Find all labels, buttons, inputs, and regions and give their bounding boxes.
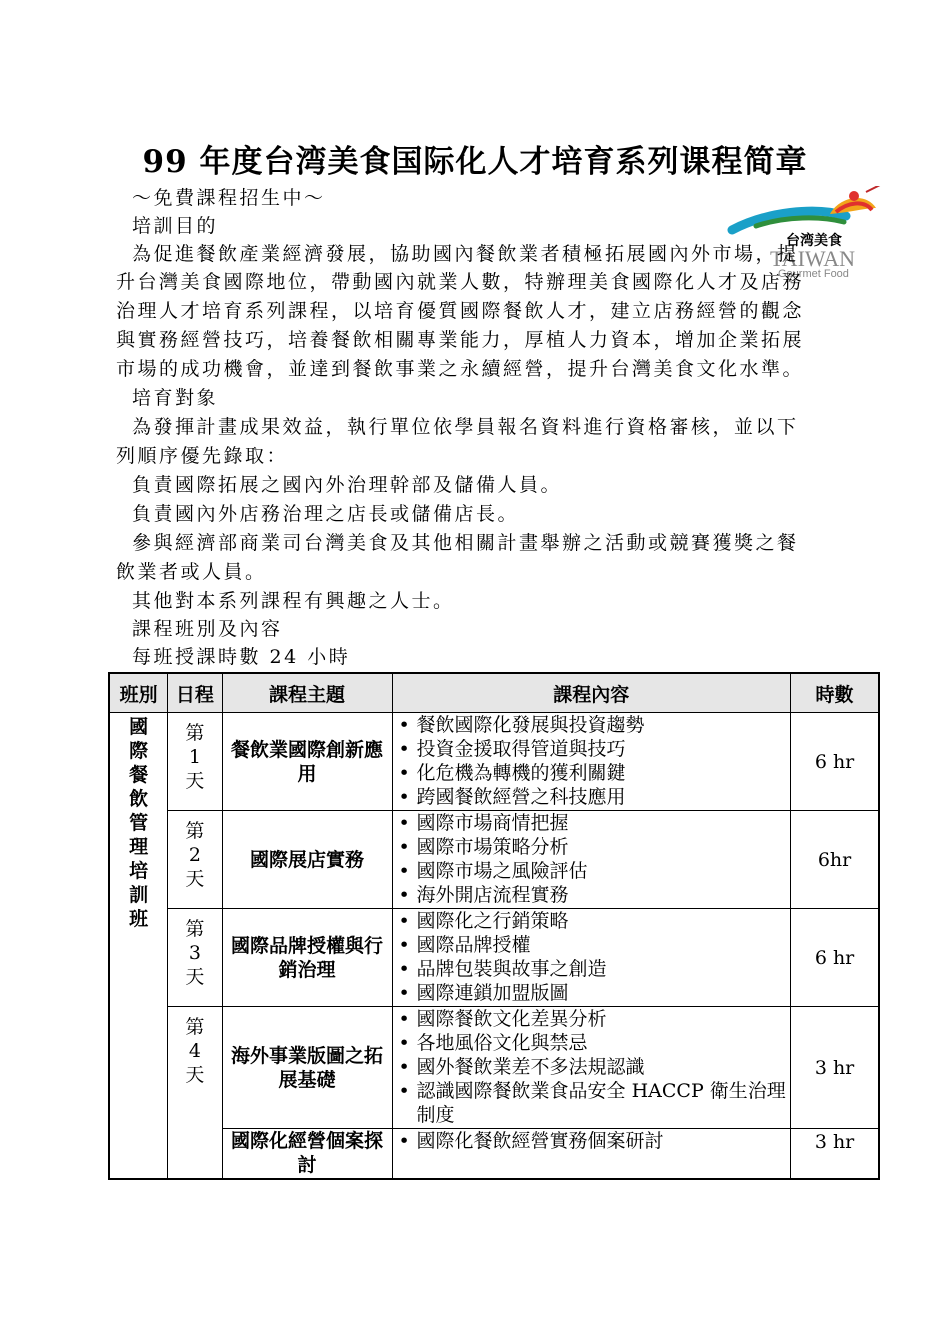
hours-cell: 3 hr <box>791 1129 879 1179</box>
day-cell <box>168 713 222 811</box>
page-title: 99 年度台湾美食国际化人才培育系列课程简章 <box>142 144 808 180</box>
content-item: • 國際連鎖加盟版圖 <box>399 981 791 1005</box>
content-item: • 餐飲國際化發展與投資趨勢 <box>399 713 791 737</box>
content-item: • 化危機為轉機的獲利關鍵 <box>399 761 791 785</box>
topic-cell: 國際品牌授權與行銷治理 <box>222 909 392 1007</box>
content-item: • 國際化餐飲經營實務個案研討 <box>399 1129 791 1153</box>
class-char: 培 <box>129 860 149 882</box>
list-item: 負責國際拓展之國內外治理幹部及儲備人員。 <box>132 474 563 496</box>
content-item: • 國際化之行銷策略 <box>399 909 791 933</box>
logo-text-sub: Gourmet Food <box>778 268 849 280</box>
class-char: 班 <box>129 908 149 930</box>
content-item: • 國際市場策略分析 <box>399 835 791 859</box>
topic-cell: 國際展店實務 <box>222 811 392 909</box>
list-item-continued: 飲業者或人員。 <box>116 561 267 583</box>
paragraph-line: 升台灣美食國際地位，帶動國內就業人數，特辦理美食國際化人才及店務 <box>116 271 805 293</box>
hours-note: 每班授課時數 24 小時 <box>132 646 351 668</box>
course-table <box>108 672 880 1180</box>
section-heading-courses: 課程班別及內容 <box>132 618 283 640</box>
content-item: • 品牌包裝與故事之創造 <box>399 957 791 981</box>
hours-cell: 6hr <box>791 811 879 909</box>
day-char: 第 <box>185 1016 205 1038</box>
content-cell <box>392 811 791 909</box>
section-heading-purpose: 培訓目的 <box>132 215 219 237</box>
table-row <box>109 1129 879 1179</box>
class-name-cell <box>109 713 168 1179</box>
day-char: 第 <box>185 820 205 842</box>
day-number: 1 <box>188 746 201 768</box>
header-class: 班別 <box>109 673 168 713</box>
header-content: 課程內容 <box>392 673 791 713</box>
content-item: • 各地風俗文化與禁忌 <box>399 1031 791 1055</box>
day-char: 第 <box>185 918 205 940</box>
table-header-row <box>109 673 879 713</box>
paragraph-line: 市場的成功機會，並達到餐飲事業之永續經營，提升台灣美食文化水準。 <box>116 358 805 380</box>
content-item: • 跨國餐飲經營之科技應用 <box>399 785 791 809</box>
content-item: • 投資金援取得管道與技巧 <box>399 737 791 761</box>
list-item: 參與經濟部商業司台灣美食及其他相關計畫舉辦之活動或競賽獲獎之餐 <box>132 532 799 554</box>
table-row <box>109 713 879 811</box>
content-cell <box>392 1129 791 1179</box>
hours-cell: 6 hr <box>791 909 879 1007</box>
day-char: 天 <box>185 868 205 890</box>
content-item: • 國際市場之風險評估 <box>399 859 791 883</box>
logo-text-en: TAIWAN <box>770 246 855 271</box>
day-cell <box>168 811 222 909</box>
class-char: 際 <box>129 740 149 762</box>
day-char: 第 <box>185 722 205 744</box>
header-schedule: 日程 <box>168 673 222 713</box>
day-char: 天 <box>185 770 205 792</box>
paragraph-line: 與實務經營技巧，培養餐飲相關專業能力，厚植人力資本，增加企業拓展 <box>116 329 805 351</box>
content-cell <box>392 713 791 811</box>
paragraph-line: 為發揮計畫成果效益，執行單位依學員報名資料進行資格審核，並以下 <box>132 416 799 438</box>
day-number: 2 <box>188 844 201 866</box>
day-number: 4 <box>188 1040 201 1062</box>
day-cell <box>168 909 222 1007</box>
table-row <box>109 909 879 1007</box>
topic-cell: 餐飲業國際創新應用 <box>222 713 392 811</box>
paragraph-line: 列順序優先錄取： <box>116 445 289 467</box>
list-item: 負責國內外店務治理之店長或儲備店長。 <box>132 503 520 525</box>
day-char: 天 <box>185 966 205 988</box>
topic-cell: 國際化經營個案探討 <box>222 1129 392 1179</box>
paragraph-line: 為促進餐飲產業經濟發展，協助國內餐飲業者積極拓展國內外市場，提 <box>132 243 799 265</box>
hours-cell: 3 hr <box>791 1007 879 1129</box>
list-item: 其他對本系列課程有興趣之人士。 <box>132 590 455 612</box>
content-item: • 國際餐飲文化差異分析 <box>399 1007 791 1031</box>
day-number: 3 <box>188 942 201 964</box>
header-hours: 時數 <box>791 673 879 713</box>
content-item: • 認識國際餐飲業食品安全 HACCP 衛生治理制度 <box>399 1079 791 1127</box>
paragraph-line: 治理人才培育系列課程，以培育優質國際餐飲人才，建立店務經營的觀念 <box>116 300 805 322</box>
class-char: 理 <box>129 836 149 858</box>
day-cell <box>168 1007 222 1179</box>
content-cell <box>392 909 791 1007</box>
table-row <box>109 1007 879 1129</box>
topic-cell: 海外事業版圖之拓展基礎 <box>222 1007 392 1129</box>
table-row <box>109 811 879 909</box>
recruit-banner: ～免費課程招生中～ <box>132 187 326 209</box>
class-char: 訓 <box>129 884 149 906</box>
class-char: 國 <box>129 716 149 738</box>
class-char: 管 <box>129 812 149 834</box>
content-cell <box>392 1007 791 1129</box>
hours-cell: 6 hr <box>791 713 879 811</box>
section-heading-target: 培育對象 <box>132 387 219 409</box>
header-topic: 課程主題 <box>222 673 392 713</box>
class-char: 餐 <box>129 764 149 786</box>
class-char: 飲 <box>129 788 149 810</box>
content-item: • 國際品牌授權 <box>399 933 791 957</box>
day-char: 天 <box>185 1064 205 1086</box>
logo-text-cn: 台湾美食 <box>786 233 842 249</box>
content-item: • 國外餐飲業差不多法規認識 <box>399 1055 791 1079</box>
content-item: • 國際市場商情把握 <box>399 811 791 835</box>
content-item: • 海外開店流程實務 <box>399 883 791 907</box>
